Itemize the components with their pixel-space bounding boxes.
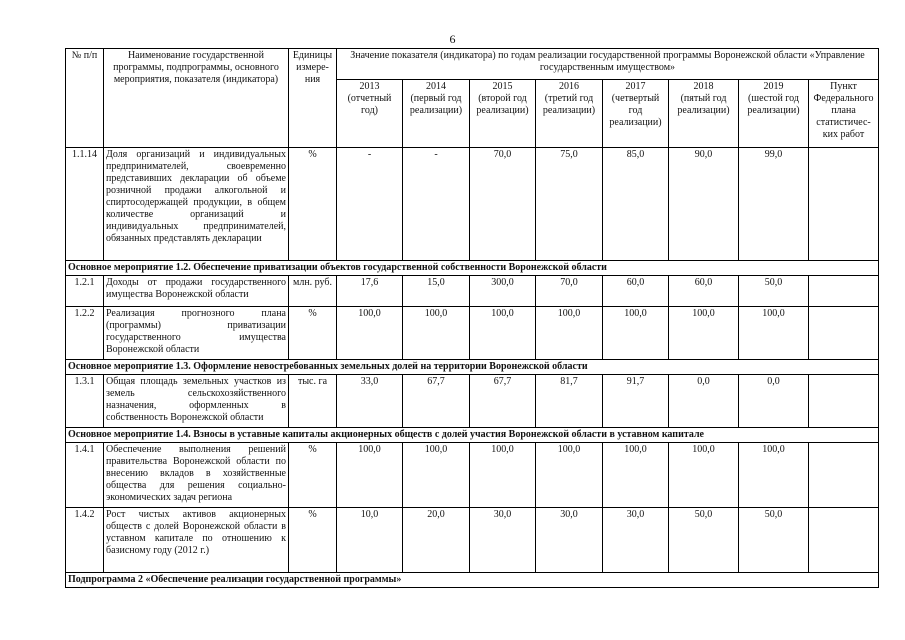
year-note: (первый год реализации) [409, 93, 463, 116]
unit-cell: % [289, 443, 337, 508]
section-row [66, 573, 879, 588]
value-cell: 75,0 [536, 148, 603, 261]
header-year [603, 80, 669, 148]
value-cell: 300,0 [470, 276, 536, 307]
value-cell: 100,0 [403, 307, 470, 360]
value-cell: 60,0 [603, 276, 669, 307]
value-cell: 67,7 [470, 375, 536, 428]
plan-point-cell [809, 508, 879, 573]
value-cell: 33,0 [337, 375, 403, 428]
unit-cell: тыс. га [289, 375, 337, 428]
value-cell: 100,0 [337, 443, 403, 508]
value-cell: 70,0 [536, 276, 603, 307]
header-plan-point: Пункт Федерального плана статистичес-ких работ [809, 80, 879, 148]
row-number: 1.2.2 [66, 307, 104, 360]
header-value-title: Значение показателя (индикатора) по годам реализации государственной программы Воронежской области «Управление государственным имуществом» [337, 49, 879, 80]
header-year [739, 80, 809, 148]
page-number: 6 [449, 32, 456, 46]
header-year [470, 80, 536, 148]
value-cell: 100,0 [603, 307, 669, 360]
value-cell: - [337, 148, 403, 261]
header-year [403, 80, 470, 148]
year-note: (четвертый год реализации) [609, 93, 662, 128]
section-title: Основное мероприятие 1.3. Оформление невостребованных земельных долей на территории Воронежской области [66, 360, 879, 375]
indicator-name: Доля организаций и индивидуальных предпринимателей, своевременно представивших декларации об объеме розничной продажи алкогольной и спиртосодержащей продукции, в общем количестве организаций и индивидуальных предпринимателей, обязанных представлять декларации [104, 148, 289, 261]
section-title: Основное мероприятие 1.2. Обеспечение приватизации объектов государственной собственности Воронежской области [66, 261, 879, 276]
section-title: Подпрограмма 2 «Обеспечение реализации государственной программы» [66, 573, 879, 588]
year-label: 2019 [763, 81, 784, 92]
value-cell: 0,0 [739, 375, 809, 428]
value-cell: 100,0 [536, 443, 603, 508]
value-cell: 100,0 [470, 307, 536, 360]
unit-cell: % [289, 307, 337, 360]
value-cell: - [403, 148, 470, 261]
plan-point-cell [809, 148, 879, 261]
year-label: 2013 [359, 81, 380, 92]
value-cell: 30,0 [470, 508, 536, 573]
value-cell: 100,0 [669, 443, 739, 508]
row-number: 1.1.14 [66, 148, 104, 261]
value-cell: 81,7 [536, 375, 603, 428]
plan-point-cell [809, 276, 879, 307]
section-row [66, 428, 879, 443]
year-label: 2014 [426, 81, 446, 92]
value-cell: 67,7 [403, 375, 470, 428]
year-note: (шестой год реализации) [747, 93, 800, 116]
header-row-1 [66, 49, 879, 80]
value-cell: 100,0 [739, 307, 809, 360]
plan-point-cell [809, 307, 879, 360]
year-note: (пятый год реализации) [677, 93, 730, 116]
value-cell: 15,0 [403, 276, 470, 307]
value-cell: 100,0 [403, 443, 470, 508]
section-title: Основное мероприятие 1.4. Взносы в уставные капиталы акционерных обществ с долей участия Воронежской области в уставном капитале [66, 428, 879, 443]
value-cell: 100,0 [470, 443, 536, 508]
row-number: 1.4.1 [66, 443, 104, 508]
unit-cell: млн. руб. [289, 276, 337, 307]
table-row [66, 508, 879, 573]
row-number: 1.2.1 [66, 276, 104, 307]
year-label: 2018 [693, 81, 714, 92]
unit-cell: % [289, 148, 337, 261]
year-note: (отчетный год) [347, 93, 392, 116]
value-cell: 30,0 [603, 508, 669, 573]
table-row [66, 276, 879, 307]
value-cell: 20,0 [403, 508, 470, 573]
value-cell: 100,0 [669, 307, 739, 360]
year-label: 2015 [492, 81, 513, 92]
indicator-name: Доходы от продажи государственного имущества Воронежской области [104, 276, 289, 307]
year-note: (третий год реализации) [542, 93, 596, 116]
indicator-name: Общая площадь земельных участков из земель сельскохозяйственного назначения, оформленных в собственность Воронежской области [104, 375, 289, 428]
table-row [66, 375, 879, 428]
value-cell: 0,0 [669, 375, 739, 428]
row-number: 1.4.2 [66, 508, 104, 573]
indicator-table [65, 48, 879, 588]
unit-cell: % [289, 508, 337, 573]
year-label: 2016 [559, 81, 579, 92]
section-row [66, 360, 879, 375]
value-cell: 100,0 [739, 443, 809, 508]
plan-point-cell [809, 443, 879, 508]
value-cell: 85,0 [603, 148, 669, 261]
indicator-name: Реализация прогнозного плана (программы) приватизации государственного имущества Воронежской области [104, 307, 289, 360]
year-label: 2017 [625, 81, 646, 92]
value-cell: 50,0 [739, 508, 809, 573]
value-cell: 10,0 [337, 508, 403, 573]
table-row [66, 443, 879, 508]
row-number: 1.3.1 [66, 375, 104, 428]
value-cell: 50,0 [669, 508, 739, 573]
header-year [536, 80, 603, 148]
table-row [66, 307, 879, 360]
value-cell: 100,0 [603, 443, 669, 508]
value-cell: 100,0 [337, 307, 403, 360]
value-cell: 50,0 [739, 276, 809, 307]
header-year [337, 80, 403, 148]
header-year [669, 80, 739, 148]
indicator-name: Рост чистых активов акционерных обществ с долей Воронежской области в уставном капитале по отношению к базисному году (2012 г.) [104, 508, 289, 573]
value-cell: 99,0 [739, 148, 809, 261]
table-row [66, 148, 879, 261]
section-row [66, 261, 879, 276]
value-cell: 30,0 [536, 508, 603, 573]
year-note: (второй год реализации) [476, 93, 529, 116]
value-cell: 70,0 [470, 148, 536, 261]
value-cell: 91,7 [603, 375, 669, 428]
header-num: № п/п [66, 49, 104, 148]
value-cell: 17,6 [337, 276, 403, 307]
value-cell: 100,0 [536, 307, 603, 360]
header-name: Наименование государственной программы, подпрограммы, основного мероприятия, показателя (индикатора) [104, 49, 289, 148]
plan-point-cell [809, 375, 879, 428]
value-cell: 60,0 [669, 276, 739, 307]
value-cell: 90,0 [669, 148, 739, 261]
indicator-name: Обеспечение выполнения решений правительства Воронежской области по внесению вкладов в хозяйственные общества для решения социально-экономических задач региона [104, 443, 289, 508]
header-unit: Единицы измере-ния [289, 49, 337, 148]
